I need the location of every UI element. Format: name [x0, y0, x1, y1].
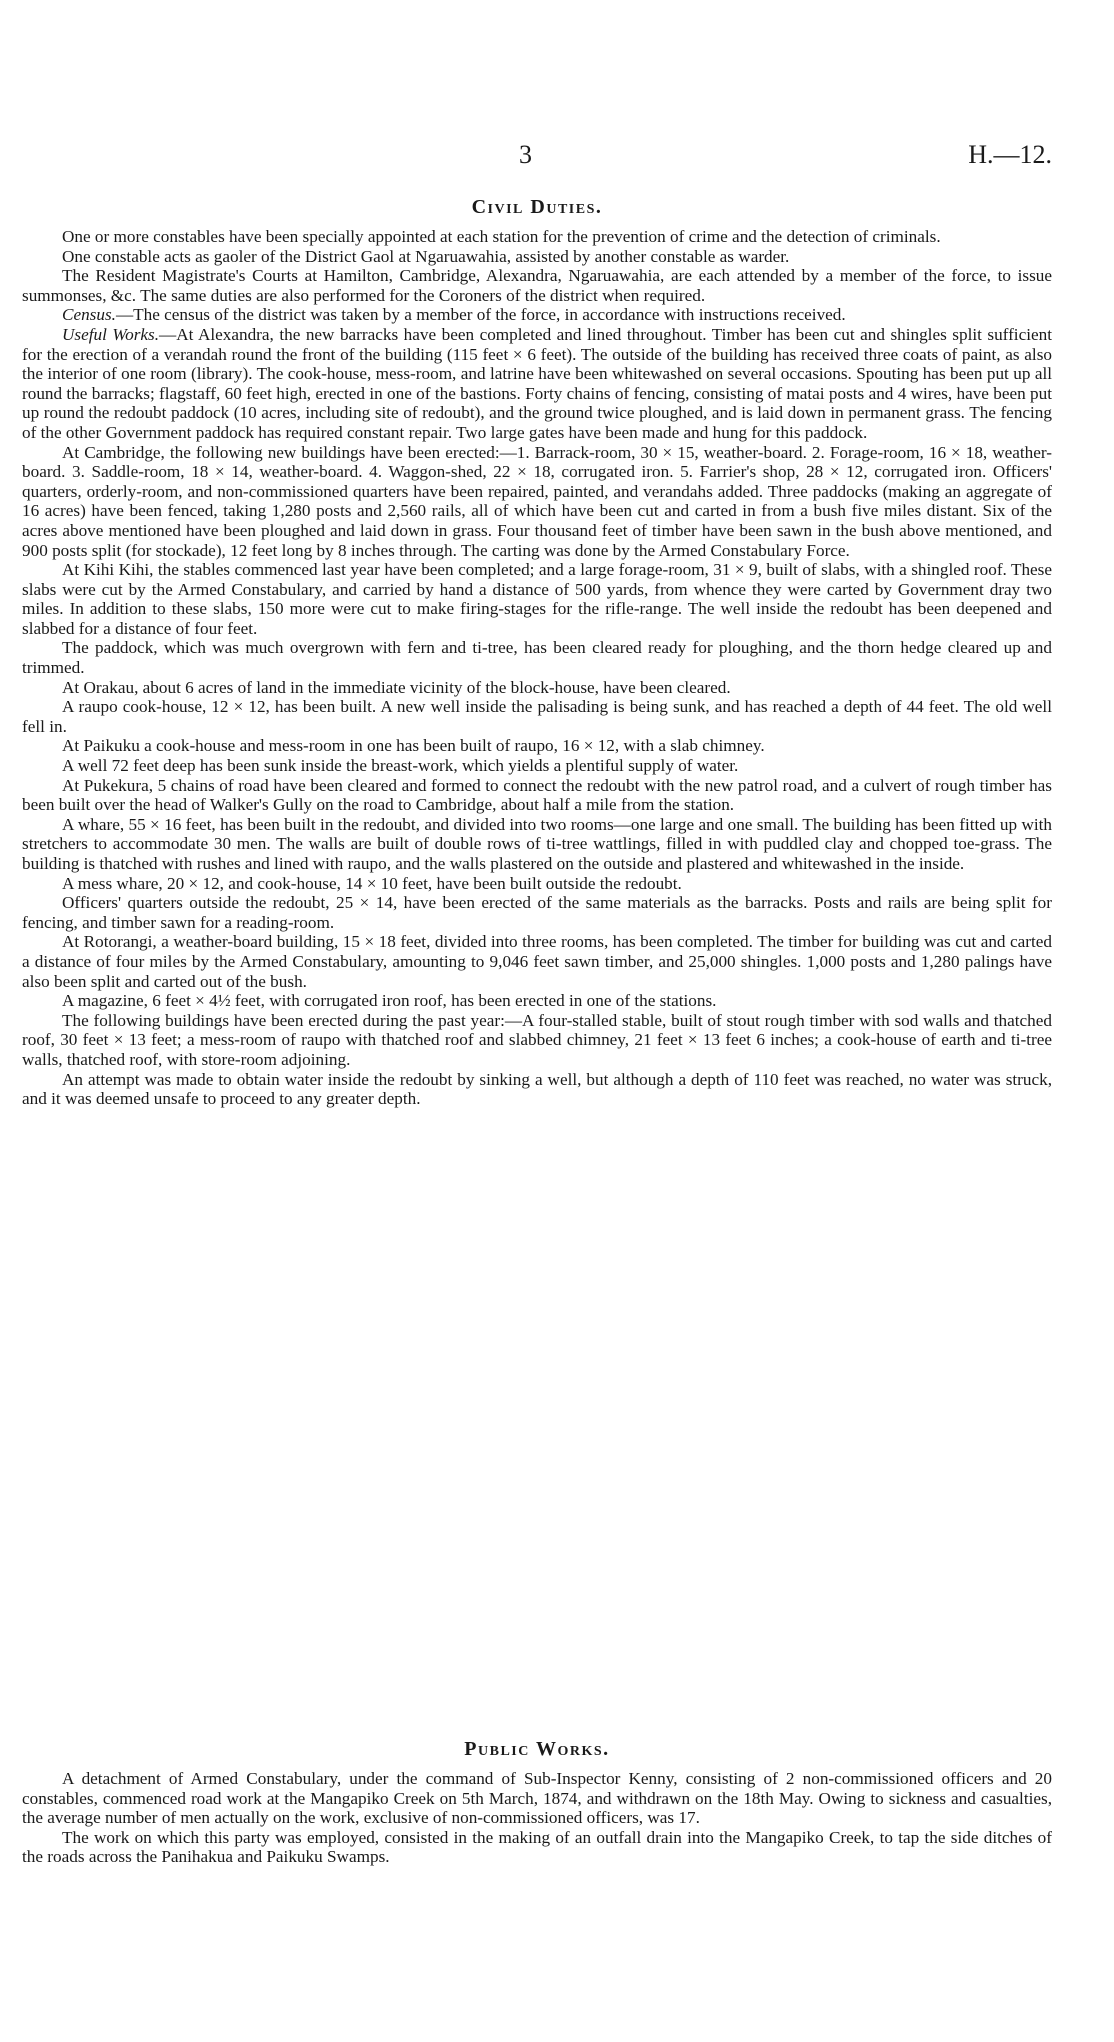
public-works-body	[22, 1769, 1052, 1867]
useful-works-label: Useful Works.	[62, 324, 160, 344]
document-reference: H.—12.	[968, 140, 1052, 169]
paragraph: At Cambridge, the following new buildings have been erected:—1. Barrack-room, 30 × 15, weather-board. 2. Forage-room, 16 × 18, weather-board. 3. Saddle-room, 18 × 14, weather-board. 4. Waggon-shed, 22 × 18, corrugated iron. 5. Farrier's shop, 28 × 12, corrugated iron. Officers' quarters, orderly-room, and non-commissioned quarters have been repaired, painted, and verandahs added. Three paddocks (making an aggregate of 16 acres) have been fenced, taking 1,280 posts and 2,560 rails, all of which have been cut and carted in from a bush five miles distant. Six of the acres above mentioned have been ploughed and laid down in grass. Four thousand feet of timber have been sawn in the bush above mentioned, and 900 posts split (for stockade), 12 feet long by 8 inches through. The carting was done by the Armed Constabulary Force.	[22, 442, 1052, 560]
public-works-section	[22, 1738, 1052, 1867]
paragraph: The work on which this party was employed, consisted in the making of an outfall drain into the Mangapiko Creek, to tap the side ditches of the roads across the Panihakua and Paikuku Swamps.	[22, 1827, 1052, 1867]
paragraph: At Paikuku a cook-house and mess-room in one has been built of raupo, 16 × 12, with a slab chimney.	[62, 736, 765, 756]
civil-duties-heading: Civil Duties.	[471, 196, 603, 218]
civil-duties-body	[22, 227, 1052, 1109]
civil-duties-section	[22, 196, 1052, 1109]
paragraph: A whare, 55 × 16 feet, has been built in the redoubt, and divided into two rooms—one large and one small. The building has been fitted up with stretchers to accommodate 30 men. The walls are built of double rows of ti-tree wattlings, filled in with puddled clay and chopped toe-grass. The building is thatched with rushes and lined with raupo, and the walls plastered on the outside and plastered and whitewashed in the inside.	[22, 814, 1052, 873]
paragraph: A magazine, 6 feet × 4½ feet, with corrugated iron roof, has been erected in one of the stations.	[62, 991, 717, 1011]
page-header	[22, 140, 1052, 174]
paragraph: One constable acts as gaoler of the District Gaol at Ngaruawahia, assisted by another constable as warder.	[62, 246, 790, 266]
paragraph: At Rotorangi, a weather-board building, 15 × 18 feet, divided into three rooms, has been completed. The timber for building was cut and carted a distance of four miles by the Armed Constabulary, amounting to 9,046 feet sawn timber, and 25,000 shingles. 1,000 posts and 1,280 palings have also been split and carted out of the bush.	[22, 932, 1052, 991]
paragraph: The paddock, which was much overgrown with fern and ti-tree, has been cleared ready for ploughing, and the thorn hedge cleared up and trimmed.	[22, 638, 1052, 678]
paragraph: One or more constables have been specially appointed at each station for the prevention of crime and the detection of criminals.	[62, 227, 941, 246]
paragraph: Officers' quarters outside the redoubt, 25 × 14, have been erected of the same materials as the barracks. Posts and rails are being split for fencing, and timber sawn for a reading-room.	[22, 893, 1052, 932]
paragraph: At Pukekura, 5 chains of road have been cleared and formed to connect the redoubt with the new patrol road, and a culvert of rough timber has been built over the head of Walker's Gully on the road to Cambridge, about half a mile from the station.	[22, 775, 1052, 815]
census-label: Census.	[62, 305, 116, 325]
paragraph: At Orakau, about 6 acres of land in the immediate vicinity of the block-house, have been cleared.	[62, 677, 731, 697]
document-page	[22, 0, 1052, 2042]
paragraph: At Kihi Kihi, the stables commenced last year have been completed; and a large forage-room, 31 × 9, built of slabs, with a shingled roof. These slabs were cut by the Armed Constabulary, and carried by hand a distance of 500 yards, from whence they were carted by Government dray two miles. In addition to these slabs, 150 more were cut to make firing-stages for the rifle-range. The well inside the redoubt has been deepened and slabbed for a distance of four feet.	[22, 560, 1052, 638]
paragraph: A detachment of Armed Constabulary, under the command of Sub-Inspector Kenny, consisting of 2 non-commissioned officers and 20 constables, commenced road work at the Mangapiko Creek on 5th March, 1874, and withdrawn on the 18th May. Owing to sickness and casualties, the average number of men actually on the work, exclusive of non-commissioned officers, was 17.	[22, 1769, 1052, 1828]
public-works-heading: Public Works.	[464, 1738, 610, 1760]
paragraph: A mess whare, 20 × 12, and cook-house, 14 × 10 feet, have been built outside the redoubt.	[62, 873, 682, 893]
useful-works-text: —At Alexandra, the new barracks have been completed and lined throughout. Timber has been cut and shingles split sufficient for the erection of a verandah round the front of the building (115 feet × 6 feet). The outside of the building has received three coats of paint, as also the interior of one room (library). The cook-house, mess-room, and latrine have been whitewashed on several occasions. Spouting has been put up all round the barracks; flagstaff, 60 feet high, erected in one of the bastions. Forty chains of fencing, consisting of matai posts and 4 wires, have been put up round the redoubt paddock (10 acres, including site of redoubt), and the ground twice ploughed, and is laid down in permanent grass. The fencing of the other Government paddock has required constant repair. Two large gates have been made and hung for this paddock.	[22, 324, 1052, 442]
census-text: —The census of the district was taken by a member of the force, in accordance with instructions received.	[115, 305, 846, 325]
useful-works-paragraph	[22, 325, 1052, 443]
paragraph: An attempt was made to obtain water inside the redoubt by sinking a well, but although a depth of 110 feet was reached, no water was struck, and it was deemed unsafe to proceed to any greater depth.	[22, 1069, 1052, 1109]
paragraph: A well 72 feet deep has been sunk inside the breast-work, which yields a plentiful supply of water.	[62, 756, 739, 776]
paragraph: The following buildings have been erected during the past year:—A four-stalled stable, built of stout rough timber with sod walls and thatched roof, 30 feet × 13 feet; a mess-room of raupo with thatched roof and slabbed chimney, 21 feet × 13 feet 6 inches; a cook-house of earth and ti-tree walls, thatched roof, with store-room adjoining.	[22, 1010, 1052, 1069]
page-number: 3	[519, 140, 532, 169]
paragraph: The Resident Magistrate's Courts at Hamilton, Cambridge, Alexandra, Ngaruawahia, are each attended by a member of the force, to issue summonses, &c. The same duties are also performed for the Coroners of the district when required.	[22, 266, 1052, 305]
paragraph: A raupo cook-house, 12 × 12, has been built. A new well inside the palisading is being sunk, and has reached a depth of 44 feet. The old well fell in.	[22, 697, 1052, 736]
census-paragraph	[22, 305, 1052, 325]
